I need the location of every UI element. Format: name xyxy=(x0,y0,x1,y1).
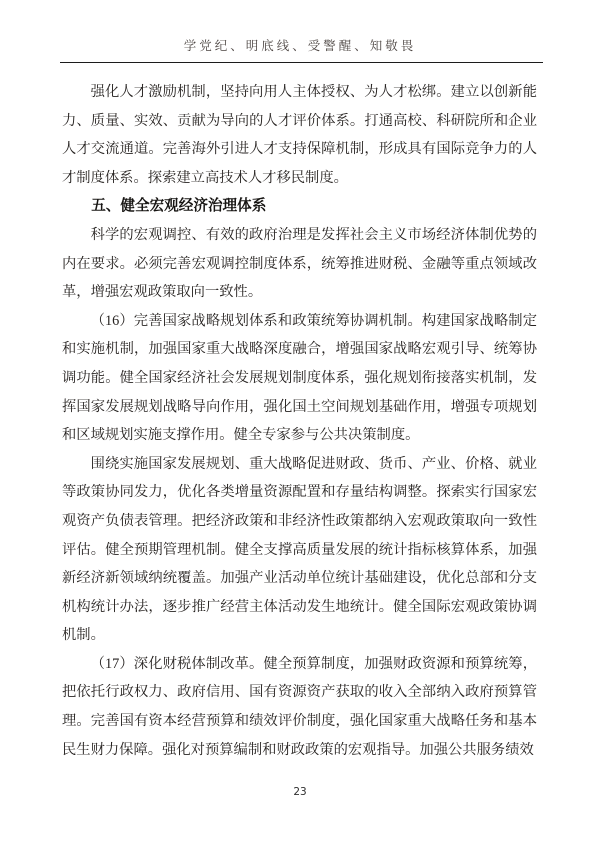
paragraph-item-17-fiscal-tax-reform: （17）深化财税体制改革。健全预算制度，加强财政资源和预算统筹，把依托行政权力、政府信用、国有资源资产获取的收入全部纳入政府预算管理。完善国有资本经营预算和绩效评价制度，强化国家重大战略任务和基本民生财力保障。强化对预算编制和财政政策的宏观指导。加强公共服务绩效 xyxy=(62,655,537,758)
paragraph-item-16-strategic-planning: （16）完善国家战略规划体系和政策统筹协调机制。构建国家战略制定和实施机制，加强国家重大战略深度融合，增强国家战略宏观引导、统筹协调功能。健全国家经济社会发展规划制度体系，强化规划衔接落实机制，发挥国家发展规划战略导向作用，强化国土空间规划基础作用，增强专项规划和区域规划实施支撑作用。健全专家参与公共决策制度。 xyxy=(62,312,537,444)
paragraph-macro-governance-intro: 科学的宏观调控、有效的政府治理是发挥社会主义市场经济体制优势的内在要求。必须完善宏观调控制度体系，统筹推进财税、金融等重点领域改革，增强宏观政策取向一致性。 xyxy=(62,226,537,301)
paragraph-policy-coordination: 围绕实施国家发展规划、重大战略促进财政、货币、产业、价格、就业等政策协同发力，优化各类增量资源配置和存量结构调整。探索实行国家宏观资产负债表管理。把经济政策和非经济性政策都纳入宏观政策取向一致性评估。健全预期管理机制。健全支撑高质量发展的统计指标核算体系，加强新经济新领域纳统覆盖。加强产业活动单位统计基础建设，优化总部和分支机构统计办法，逐步推广经营主体活动发生地统计。健全国际宏观政策协调机制。 xyxy=(62,455,537,644)
document-body xyxy=(62,78,537,764)
header-rule xyxy=(60,62,543,63)
section-heading-macro-economic-governance: 五、健全宏观经济治理体系 xyxy=(91,198,267,215)
page-number: 23 xyxy=(293,786,307,798)
paragraph-talent-incentive: 强化人才激励机制，坚持向用人主体授权、为人才松绑。建立以创新能力、质量、实效、贡献为导向的人才评价体系。打通高校、科研院所和企业人才交流通道。完善海外引进人才支持保障机制，形成具有国际竞争力的人才制度体系。探索建立高技术人才移民制度。 xyxy=(62,84,537,186)
page-header-slogan: 学党纪、明底线、受警醒、知敬畏 xyxy=(183,39,417,53)
